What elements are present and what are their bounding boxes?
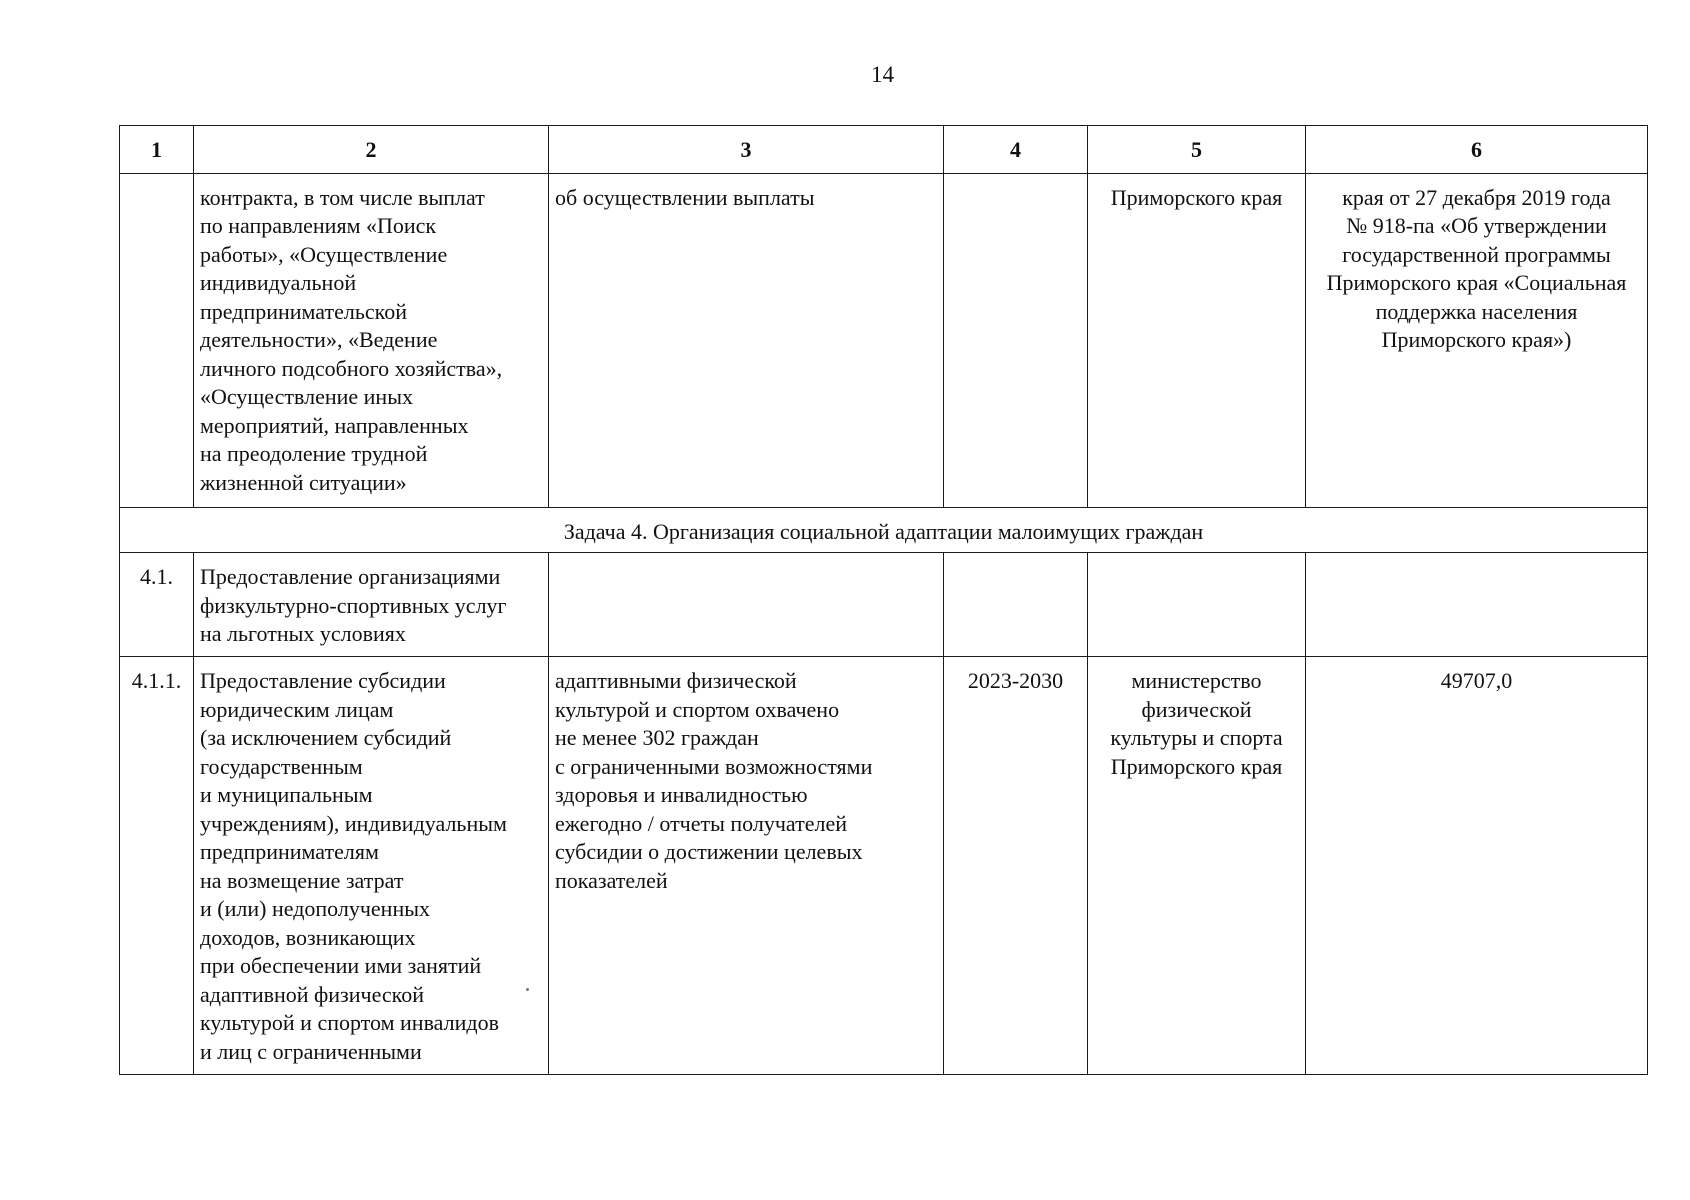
cell-measure-name: Предоставление субсидии юридическим лицам (за исключением субсидий государственным и муниципальным учреждениям), индивидуальным предпринимателям на возмещение затрат и (или) недополученных доходов, возникающих при обеспечении ими занятий адаптивной физической культурой и спортом инвалидов и лиц с ограниченными (194, 657, 549, 1075)
page-number: 14 (871, 62, 894, 87)
cell-result (549, 553, 944, 657)
task-heading: Задача 4. Организация социальной адаптации малоимущих граждан (120, 507, 1648, 553)
cell-measure-name: контракта, в том числе выплат по направлениям «Поиск работы», «Осуществление индивидуальной предпринимательской деятельности», «Ведение личного подсобного хозяйства», «Осуществление иных мероприятий, направленных на преодоление трудной жизненной ситуации» (194, 173, 549, 507)
table-row-continuation (120, 173, 1648, 507)
cell-responsible: министерство физической культуры и спорта Приморского края (1088, 657, 1306, 1075)
task-row (120, 507, 1648, 553)
cell-funding: края от 27 декабря 2019 года № 918-па «Об утверждении государственной программы Приморского края «Социальная поддержка населения Приморского края») (1306, 173, 1648, 507)
cell-measure-name: Предоставление организациями физкультурно-спортивных услуг на льготных условиях (194, 553, 549, 657)
cell-number: 4.1. (120, 553, 194, 657)
cell-funding (1306, 553, 1648, 657)
cell-result: адаптивными физической культурой и спортом охвачено не менее 302 граждан с ограниченными возможностями здоровья и инвалидностью ежегодно / отчеты получателей субсидии о достижении целевых показателей (549, 657, 944, 1075)
table-row-4-1-1 (120, 657, 1648, 1075)
cell-responsible (1088, 553, 1306, 657)
cell-period (944, 173, 1088, 507)
cell-result: об осуществлении выплаты (549, 173, 944, 507)
cell-number: 4.1.1. (120, 657, 194, 1075)
document-table (119, 125, 1648, 1075)
scan-speck (526, 988, 529, 991)
header-col-2: 2 (194, 126, 549, 174)
header-col-5: 5 (1088, 126, 1306, 174)
table-row-4-1 (120, 553, 1648, 657)
header-col-6: 6 (1306, 126, 1648, 174)
cell-period (944, 553, 1088, 657)
cell-responsible: Приморского края (1088, 173, 1306, 507)
header-col-4: 4 (944, 126, 1088, 174)
cell-period: 2023-2030 (944, 657, 1088, 1075)
header-col-3: 3 (549, 126, 944, 174)
table-header-row (120, 126, 1648, 174)
header-col-1: 1 (120, 126, 194, 174)
cell-number (120, 173, 194, 507)
cell-funding: 49707,0 (1306, 657, 1648, 1075)
